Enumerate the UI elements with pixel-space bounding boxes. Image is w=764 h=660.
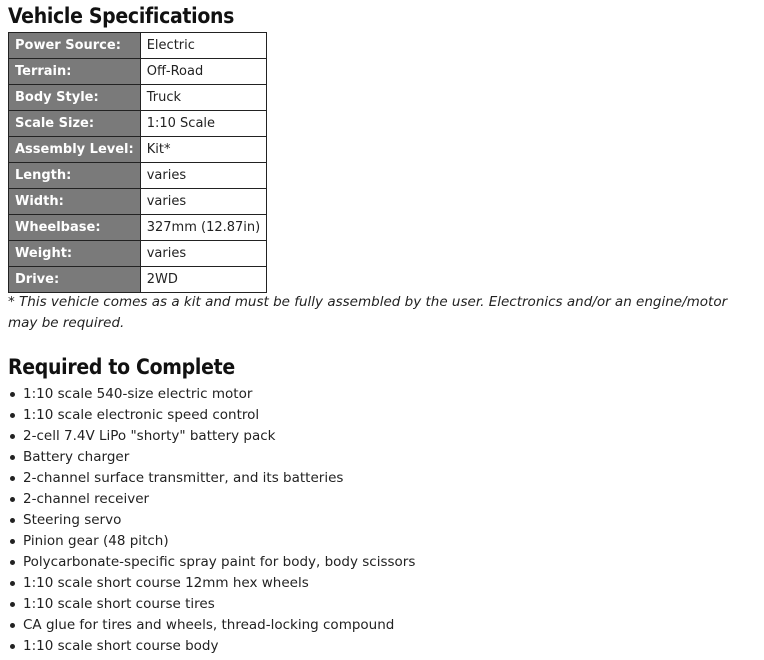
spec-value: 2WD	[140, 267, 266, 293]
spec-row-terrain	[9, 59, 267, 85]
spec-value: 1:10 Scale	[140, 111, 266, 137]
bullet-icon	[10, 539, 15, 544]
spec-row-drive	[9, 267, 267, 293]
bullet-icon	[10, 602, 15, 607]
spec-label: Scale Size:	[9, 111, 141, 137]
spec-value: Off-Road	[140, 59, 266, 85]
spec-label: Wheelbase:	[9, 215, 141, 241]
bullet-icon	[10, 434, 15, 439]
list-item	[8, 384, 415, 405]
list-item-text: Pinion gear (48 pitch)	[23, 533, 169, 549]
list-item-text: 1:10 scale short course 12mm hex wheels	[23, 575, 309, 591]
spec-row-length	[9, 163, 267, 189]
spec-value: 327mm (12.87in)	[140, 215, 266, 241]
list-item-text: Battery charger	[23, 449, 130, 465]
spec-label: Weight:	[9, 241, 141, 267]
spec-value: Kit*	[140, 137, 266, 163]
list-item	[8, 510, 415, 531]
list-item-text: 1:10 scale short course tires	[23, 596, 215, 612]
list-item	[8, 405, 415, 426]
kit-assembly-note: * This vehicle comes as a kit and must be fully assembled by the user. Electronics and/or an engine/motor may be required.	[8, 294, 728, 331]
spec-value: varies	[140, 241, 266, 267]
bullet-icon	[10, 623, 15, 628]
spec-value: Electric	[140, 33, 266, 59]
list-item	[8, 552, 415, 573]
spec-value: Truck	[140, 85, 266, 111]
list-item	[8, 531, 415, 552]
list-item	[8, 636, 415, 657]
vehicle-specifications-heading: Vehicle Specifications	[8, 4, 235, 28]
list-item	[8, 468, 415, 489]
spec-row-scale-size	[9, 111, 267, 137]
list-item	[8, 573, 415, 594]
list-item-text: 1:10 scale 540-size electric motor	[23, 386, 253, 402]
spec-label: Drive:	[9, 267, 141, 293]
spec-label: Assembly Level:	[9, 137, 141, 163]
list-item	[8, 489, 415, 510]
spec-row-weight	[9, 241, 267, 267]
spec-row-width	[9, 189, 267, 215]
spec-row-wheelbase	[9, 215, 267, 241]
required-to-complete-heading: Required to Complete	[8, 355, 235, 379]
spec-value: varies	[140, 163, 266, 189]
spec-label: Power Source:	[9, 33, 141, 59]
bullet-icon	[10, 644, 15, 649]
bullet-icon	[10, 455, 15, 460]
bullet-icon	[10, 497, 15, 502]
list-item-text: 1:10 scale electronic speed control	[23, 407, 260, 423]
list-item-text: CA glue for tires and wheels, thread-locking compound	[23, 617, 395, 633]
list-item-text: 2-channel surface transmitter, and its batteries	[23, 470, 344, 486]
bullet-icon	[10, 392, 15, 397]
spec-label: Body Style:	[9, 85, 141, 111]
spec-label: Width:	[9, 189, 141, 215]
spec-row-power-source	[9, 33, 267, 59]
required-items-list	[8, 384, 415, 657]
spec-row-assembly-level	[9, 137, 267, 163]
bullet-icon	[10, 560, 15, 565]
bullet-icon	[10, 581, 15, 586]
list-item-text: 2-channel receiver	[23, 491, 150, 507]
list-item	[8, 447, 415, 468]
bullet-icon	[10, 413, 15, 418]
specifications-table	[8, 32, 267, 293]
list-item-text: 1:10 scale short course body	[23, 638, 219, 654]
list-item	[8, 615, 415, 636]
list-item-text: 2-cell 7.4V LiPo "shorty" battery pack	[23, 428, 276, 444]
spec-value: varies	[140, 189, 266, 215]
spec-label: Length:	[9, 163, 141, 189]
list-item	[8, 594, 415, 615]
list-item	[8, 426, 415, 447]
list-item-text: Steering servo	[23, 512, 122, 528]
bullet-icon	[10, 518, 15, 523]
bullet-icon	[10, 476, 15, 481]
spec-label: Terrain:	[9, 59, 141, 85]
list-item-text: Polycarbonate-specific spray paint for body, body scissors	[23, 554, 416, 570]
spec-row-body-style	[9, 85, 267, 111]
